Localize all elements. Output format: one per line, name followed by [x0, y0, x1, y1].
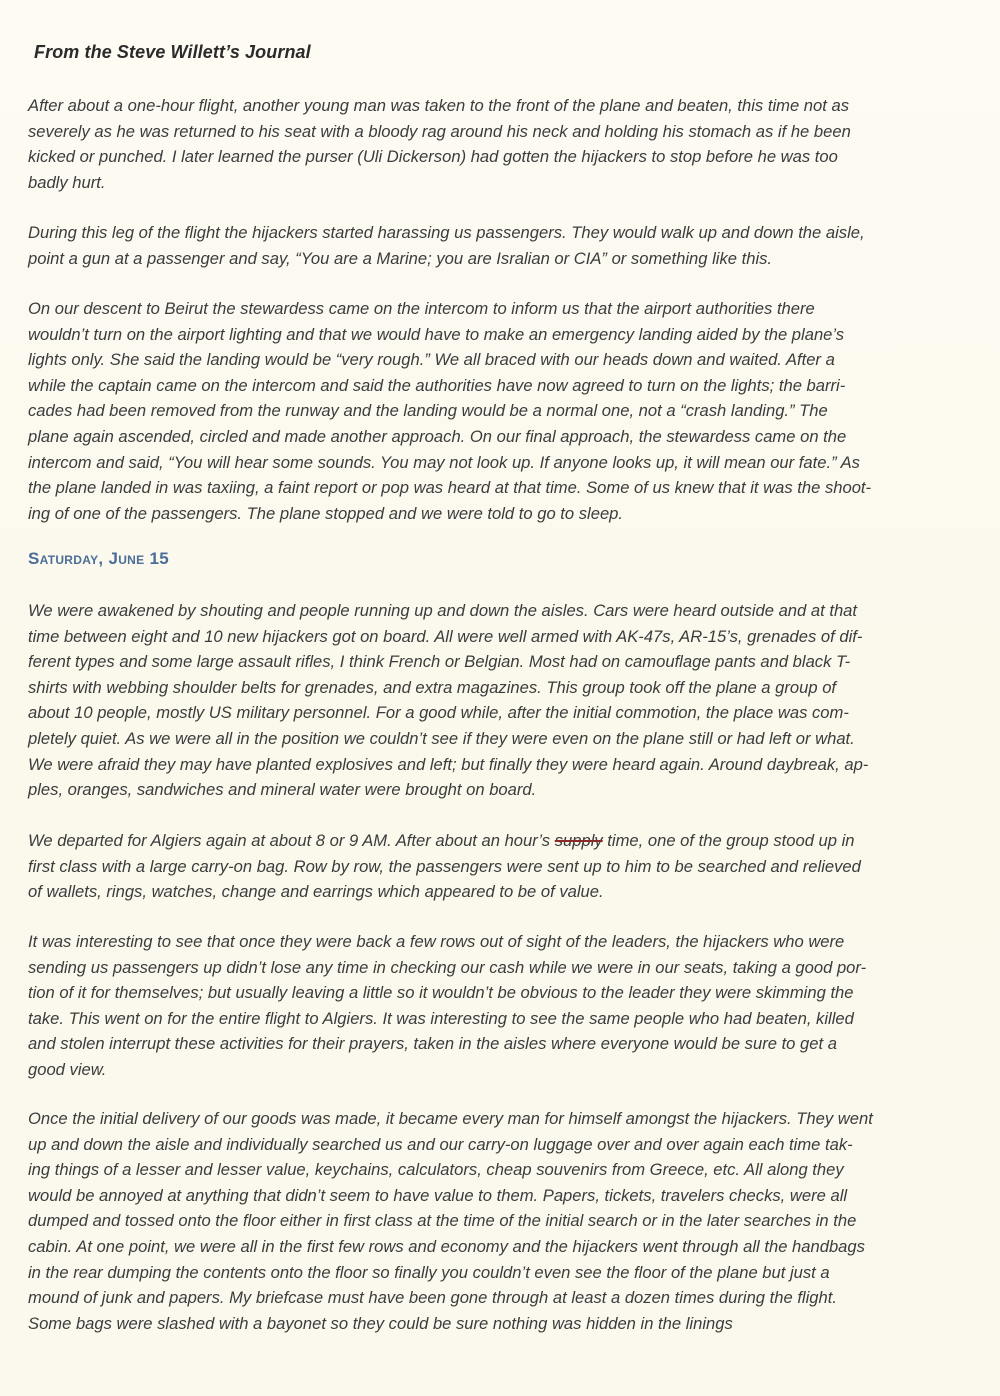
- text-line: while the captain came on the intercom and said the authorities have now agreed to turn on the lights; the barri-: [28, 375, 846, 395]
- text-line: take. This went on for the entire flight to Algiers. It was interesting to see the same people who had beaten, killed: [28, 1008, 854, 1028]
- text-line: mound of junk and papers. My briefcase must have been gone through at least a dozen times during the flight.: [28, 1288, 837, 1308]
- text-line: dumped and tossed onto the floor either in first class at the time of the initial search or in the later searches in the: [28, 1211, 857, 1231]
- text-line: ing things of a lesser and lesser value, keychains, calculators, cheap souvenirs from Greece, etc. All along they: [28, 1160, 844, 1180]
- text-line: pletely quiet. As we were all in the position we couldn’t see if they were even on the plane still or had left or what.: [28, 728, 855, 748]
- text-line: kicked or punched. I later learned the purser (Uli Dickerson) had gotten the hijackers to stop before he was too: [28, 147, 838, 167]
- text-line: and stolen interrupt these activities for their prayers, taken in the aisles where everyone would be sure to get a: [28, 1034, 837, 1054]
- text-line: Some bags were slashed with a bayonet so they could be sure nothing was hidden in the linings: [28, 1313, 733, 1333]
- text-line: shirts with webbing shoulder belts for grenades, and extra magazines. This group took off the plane a group of: [28, 677, 837, 697]
- text-line: in the rear dumping the contents onto the floor so finally you couldn’t even see the floor of the plane but just a: [28, 1262, 830, 1282]
- paragraph-3: [28, 296, 972, 526]
- text-line: On our descent to Beirut the stewardess came on the intercom to inform us that the airport authorities there: [28, 299, 815, 318]
- text-line: plane again ascended, circled and made another approach. On our final approach, the stewardess came on the: [28, 426, 847, 446]
- text-line: badly hurt.: [28, 172, 106, 192]
- text-line: point a gun at a passenger and say, “You are a Marine; you are Isralian or CIA” or something like this.: [28, 248, 773, 268]
- text-line: good view.: [28, 1059, 107, 1079]
- text-line: wouldn’t turn on the airport lighting and that we would have to make an emergency landing aided by the plane’s: [28, 324, 845, 344]
- text-line: ing of one of the passengers. The plane stopped and we were told to go to sleep.: [28, 503, 624, 523]
- text-segment: We departed for Algiers again at about 8 or 9 AM. After about an hour’s: [28, 831, 555, 850]
- text-line: about 10 people, mostly US military personnel. For a good while, after the initial commotion, the place was com-: [28, 703, 849, 723]
- text-line: Once the initial delivery of our goods was made, it became every man for himself amongst the hijackers. They went: [28, 1109, 873, 1128]
- paragraph-5: [28, 828, 972, 905]
- paragraph-4: [28, 598, 972, 803]
- text-line: lights only. She said the landing would be “very rough.” We all braced with our heads down and waited. After a: [28, 350, 835, 370]
- text-line: time between eight and 10 new hijackers got on board. All were well armed with AK-47s, AR-15’s, grenades of dif-: [28, 626, 863, 646]
- text-line: cades had been removed from the runway and the landing would be a normal one, not a “crash landing.” The: [28, 401, 828, 421]
- text-line: After about a one-hour flight, another young man was taken to the front of the plane and beaten, this time not as: [28, 96, 850, 115]
- text-line: of wallets, rings, watches, change and earrings which appeared to be of value.: [28, 882, 604, 902]
- paragraph-1: [28, 93, 972, 195]
- text-line: tion of it for themselves; but usually leaving a little so it wouldn’t be obvious to the leader they were skimming the: [28, 983, 854, 1003]
- text-segment: time, one of the group stood up in: [602, 831, 855, 850]
- text-line: cabin. At one point, we were all in the first few rows and economy and the hijackers went through all the handbags: [28, 1236, 865, 1256]
- text-line: We were awakened by shouting and people running up and down the aisles. Cars were heard outside and at that: [28, 601, 858, 620]
- text-line: [28, 828, 972, 854]
- text-line: It was interesting to see that once they were back a few rows out of sight of the leaders, the hijackers who were: [28, 932, 845, 951]
- text-line: sending us passengers up didn’t lose any time in checking our cash while we were in our seats, taking a good por-: [28, 957, 867, 977]
- text-line: the plane landed in was taxiing, a faint report or pop was heard at that time. Some of us knew that it was the shoot-: [28, 478, 872, 498]
- text-line: ferent types and some large assault rifles, I think French or Belgian. Most had on camouflage pants and black T-: [28, 652, 851, 672]
- text-line: severely as he was returned to his seat with a bloody rag around his neck and holding his stomach as if he been: [28, 121, 851, 141]
- paragraph-7: [28, 1106, 972, 1336]
- text-line: first class with a large carry-on bag. Row by row, the passengers were sent up to him to be searched and relieved: [28, 856, 861, 876]
- text-line: up and down the aisle and individually searched us and our carry-on luggage over and over again each time tak-: [28, 1134, 853, 1154]
- paragraph-2: [28, 220, 972, 271]
- text-line: ples, oranges, sandwiches and mineral water were brought on board.: [28, 780, 537, 800]
- date-heading: Saturday, June 15: [28, 549, 169, 568]
- paragraph-6: [28, 929, 972, 1083]
- text-line: During this leg of the flight the hijackers started harassing us passengers. They would walk up and down the aisle,: [28, 223, 865, 242]
- text-line: We were afraid they may have planted explosives and left; but finally they were heard again. Around daybreak, ap-: [28, 754, 869, 774]
- page-title: From the Steve Willett’s Journal: [34, 42, 311, 62]
- text-line: would be annoyed at anything that didn’t seem to have value to them. Papers, tickets, travelers checks, were all: [28, 1185, 848, 1205]
- text-line: intercom and said, “You will hear some sounds. You may not look up. If anyone looks up, it will mean our fate.” As: [28, 452, 860, 472]
- struck-word: supply: [554, 831, 603, 850]
